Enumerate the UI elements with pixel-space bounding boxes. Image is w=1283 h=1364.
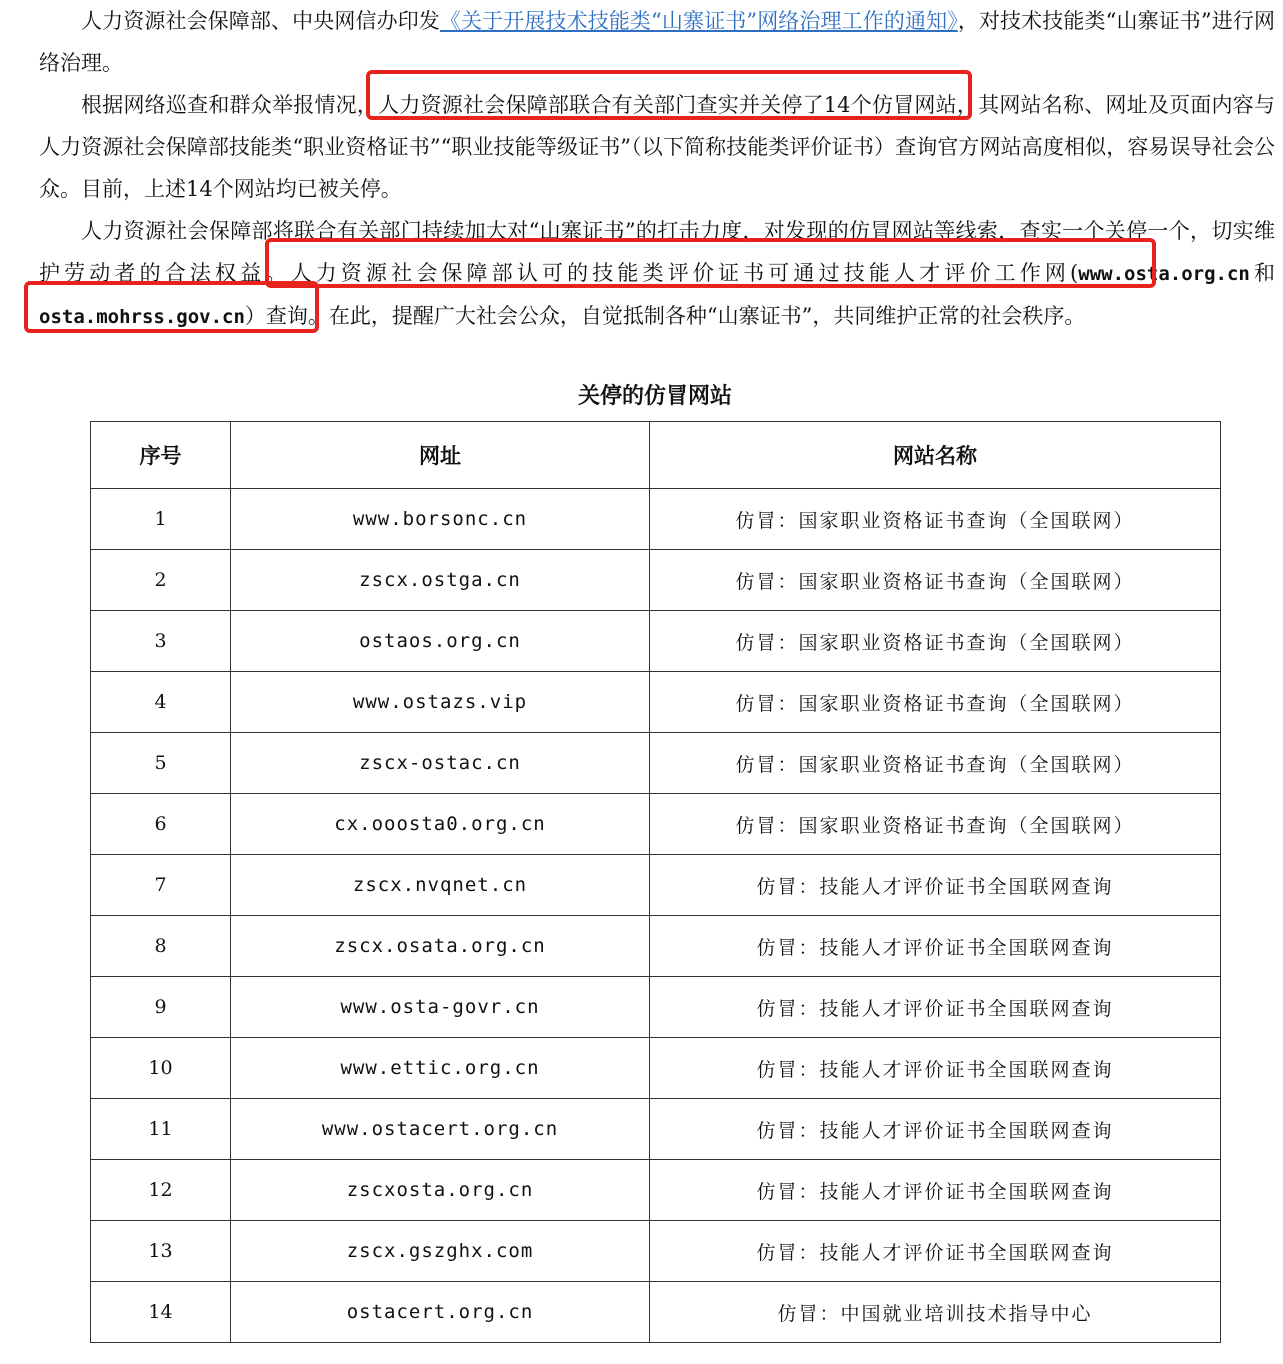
cell-url: ostacert.org.cn: [231, 1282, 650, 1343]
cell-site-name: 仿冒：技能人才评价证书全国联网查询: [650, 1099, 1221, 1160]
p3-rest: 在此，提醒广大社会公众，自觉抵制各种“山寨证书”，共同维护正常的社会秩序。: [328, 304, 1086, 328]
official-site-2: osta.mohrss.gov.cn: [39, 306, 245, 328]
table-row: [91, 611, 1221, 672]
cell-site-name: 仿冒：国家职业资格证书查询（全国联网）: [650, 611, 1221, 672]
cell-site-name: 仿冒：技能人才评价证书全国联网查询: [650, 916, 1221, 977]
cell-url: zscx.gszghx.com: [231, 1221, 650, 1282]
table-row: [91, 916, 1221, 977]
cell-site-name: 仿冒：国家职业资格证书查询（全国联网）: [650, 489, 1221, 550]
header-no: 序号: [91, 422, 231, 489]
cell-no: 4: [91, 672, 231, 733]
cell-url: zscx.ostga.cn: [231, 550, 650, 611]
p3-and: 和: [1249, 261, 1276, 285]
cell-no: 7: [91, 855, 231, 916]
cell-url: zscx.osata.org.cn: [231, 916, 650, 977]
cell-site-name: 仿冒：技能人才评价证书全国联网查询: [650, 855, 1221, 916]
highlight-box-official-sites-line2: [24, 281, 319, 333]
cell-no: 5: [91, 733, 231, 794]
cell-no: 14: [91, 1282, 231, 1343]
table-row: [91, 672, 1221, 733]
cell-no: 3: [91, 611, 231, 672]
closed-sites-table: [90, 421, 1221, 1343]
cell-no: 12: [91, 1160, 231, 1221]
cell-site-name: 仿冒：技能人才评价证书全国联网查询: [650, 977, 1221, 1038]
cell-no: 2: [91, 550, 231, 611]
official-site-1: www.osta.org.cn: [1078, 263, 1250, 285]
cell-no: 13: [91, 1221, 231, 1282]
cell-url: zscx-ostac.cn: [231, 733, 650, 794]
cell-site-name: 仿冒：技能人才评价证书全国联网查询: [650, 1221, 1221, 1282]
table-header-row: [91, 422, 1221, 489]
table-row: [91, 733, 1221, 794]
header-url: 网址: [231, 422, 650, 489]
p1-text-before: 人力资源社会保障部、中央网信办印发: [81, 9, 440, 33]
table-row: [91, 489, 1221, 550]
table-row: [91, 1221, 1221, 1282]
cell-url: www.osta-govr.cn: [231, 977, 650, 1038]
cell-url: zscx.nvqnet.cn: [231, 855, 650, 916]
cell-no: 11: [91, 1099, 231, 1160]
p2-rest: 其网站名称、网址及页面内容与人力资源社会保障部技能类“职业资格证书”“职业技能等级证书”（以下简称技能类评价证书）查询官方网站高度相似，容易误导社会公众。目前，上述14个网站均已被关停。: [39, 93, 1275, 201]
table-row: [91, 977, 1221, 1038]
p1-text-after: ，对技术技能类“山寨证书”进行网络治理。: [39, 9, 1275, 75]
table-row: [91, 1160, 1221, 1221]
cell-site-name: 仿冒：技能人才评价证书全国联网查询: [650, 1038, 1221, 1099]
table-row: [91, 550, 1221, 611]
cell-no: 1: [91, 489, 231, 550]
table-row: [91, 1099, 1221, 1160]
cell-url: www.ettic.org.cn: [231, 1038, 650, 1099]
table-row: [91, 1282, 1221, 1343]
p3-lead: 人力资源社会保障部将联合有关部门持续加大对“山寨证书”的打击力度，对发现的仿冒网站等线索，查实一个关停一个，切实维护劳动者的合法权益。: [39, 219, 1275, 285]
cell-url: zscxosta.org.cn: [231, 1160, 650, 1221]
cell-site-name: 仿冒：国家职业资格证书查询（全国联网）: [650, 733, 1221, 794]
table-row: [91, 794, 1221, 855]
cell-site-name: 仿冒：国家职业资格证书查询（全国联网）: [650, 672, 1221, 733]
cell-site-name: 仿冒：技能人才评价证书全国联网查询: [650, 1160, 1221, 1221]
highlight-box-official-sites-line1: [265, 238, 1156, 288]
p3-highlight-pre: 人力资源社会保障部认可的技能类评价证书可通过技能人才评价工作网(: [290, 261, 1079, 285]
cell-no: 8: [91, 916, 231, 977]
cell-url: www.ostacert.org.cn: [231, 1099, 650, 1160]
header-site-name: 网站名称: [650, 422, 1221, 489]
cell-url: cx.ooosta0.org.cn: [231, 794, 650, 855]
p2-lead: 根据网络巡查和群众举报情况，: [81, 93, 379, 117]
cell-url: www.borsonc.cn: [231, 489, 650, 550]
p2-highlight-text: 人力资源社会保障部联合有关部门查实并关停了14个仿冒网站，: [378, 93, 979, 117]
table-title: 关停的仿冒网站: [577, 383, 732, 409]
cell-no: 9: [91, 977, 231, 1038]
cell-site-name: 仿冒：中国就业培训技术指导中心: [650, 1282, 1221, 1343]
p3-highlight-post: ）查询。: [244, 304, 329, 328]
table-row: [91, 1038, 1221, 1099]
cell-site-name: 仿冒：国家职业资格证书查询（全国联网）: [650, 794, 1221, 855]
cell-url: www.ostazs.vip: [231, 672, 650, 733]
table-row: [91, 855, 1221, 916]
highlight-box-closure: [366, 70, 972, 120]
cell-no: 6: [91, 794, 231, 855]
cell-site-name: 仿冒：国家职业资格证书查询（全国联网）: [650, 550, 1221, 611]
cell-url: ostaos.org.cn: [231, 611, 650, 672]
cell-no: 10: [91, 1038, 231, 1099]
notice-link[interactable]: 《关于开展技术技能类“山寨证书”网络治理工作的通知》: [439, 9, 958, 33]
